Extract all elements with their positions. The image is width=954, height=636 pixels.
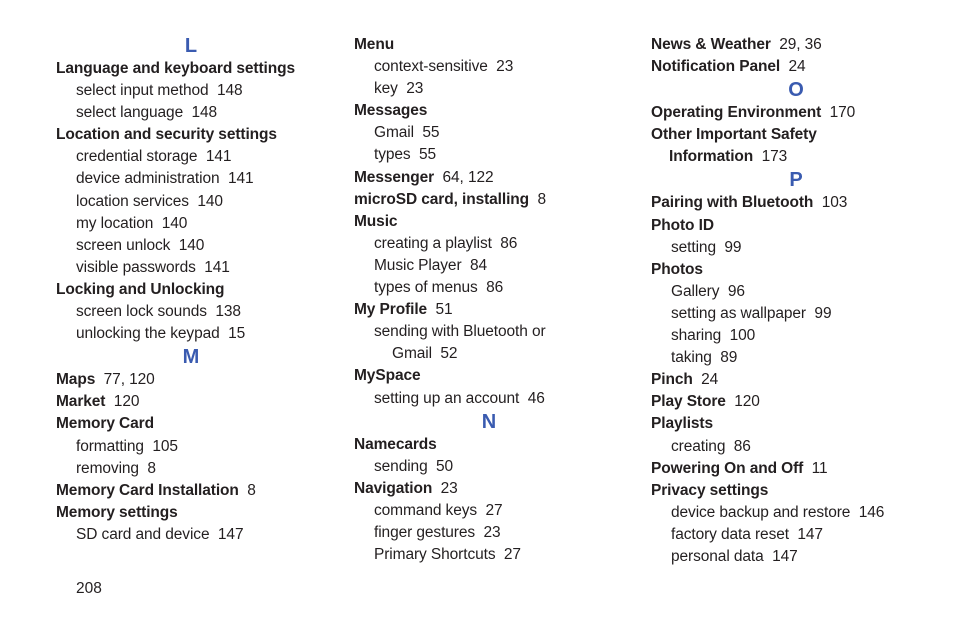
index-subentry [56,80,326,102]
index-term: Primary Shortcuts [374,546,496,564]
index-term: Photo ID [651,216,714,234]
index-subentry [651,237,941,259]
index-term: Music Player [374,256,462,274]
index-subentry [354,122,624,144]
index-entry [651,124,941,146]
index-term: Market [56,393,106,411]
index-term: Play Store [651,393,726,411]
index-entry [651,56,941,78]
index-subentry [651,502,941,524]
index-term: Memory Card Installation [56,481,239,499]
index-term: factory data reset [671,525,789,543]
index-term: screen lock sounds [76,303,207,321]
index-term: My Profile [354,301,428,319]
index-entry [56,58,326,80]
index-page-refs: 55 [418,146,437,164]
index-page-refs: 120 [734,393,760,411]
index-term: Location and security settings [56,126,277,144]
index-entry [651,413,941,435]
index-subentry [354,388,624,410]
index-page-refs: 23 [496,58,514,76]
index-subentry [354,78,624,100]
index-term: finger gestures [374,523,476,541]
index-page-refs: 103 [821,194,848,212]
index-entry [651,146,941,168]
index-page-refs: 27 [485,501,503,519]
index-term: Memory settings [56,503,178,521]
index-page-refs: 8 [147,459,156,477]
index-entry [651,102,941,124]
index-entry [651,480,941,502]
index-page-refs: 27 [503,546,521,564]
index-term: Messages [354,102,428,120]
index-page-refs: 86 [733,437,751,455]
index-letter-heading: M [182,346,200,369]
index-term: creating [671,437,726,455]
index-column-1 [56,34,326,546]
index-subentry [651,325,941,347]
index-term: visible passwords [76,258,196,276]
index-term: Locking and Unlocking [56,280,225,298]
index-term: Operating Environment [651,104,822,122]
index-letter-heading: N [481,410,497,433]
index-term: Namecards [354,435,437,453]
index-term: my location [76,214,154,232]
index-term: SD card and device [76,525,210,543]
index-entry [651,215,941,237]
index-term: command keys [374,501,478,519]
index-subentry [651,347,941,369]
index-page-refs: 140 [197,192,223,210]
index-entry [56,391,326,413]
index-subentry [56,301,326,323]
index-subentry [56,458,326,480]
index-page-refs: 51 [435,301,453,319]
index-page-refs: 140 [161,214,188,232]
index-page-refs: 89 [720,349,738,367]
index-page-refs: 148 [191,104,218,122]
index-page-refs: 146 [858,503,885,521]
index-page-refs: 23 [406,80,424,98]
index-subentry [651,436,941,458]
index-page-refs: 141 [205,148,232,166]
index-page-refs: 173 [761,148,788,166]
index-term: screen unlock [76,236,171,254]
index-term: taking [671,349,712,367]
index-term: Information [669,148,754,166]
index-subentry [354,544,624,566]
index-page-refs: 99 [814,304,832,322]
index-entry [56,480,326,502]
index-term: Navigation [354,479,433,497]
index-column-3 [651,34,941,568]
index-term: types [374,146,411,164]
index-page-refs: 24 [701,371,719,389]
index-term: Memory Card [56,415,154,433]
index-page-refs: 140 [178,236,205,254]
index-letter-heading: L [184,35,198,57]
index-entry [651,391,941,413]
index-page-refs: 52 [440,345,458,363]
index-term: Powering On and Off [651,459,804,477]
index-page-refs: 24 [788,58,806,76]
index-entry [354,211,624,233]
index-subentry [651,281,941,303]
index-page-refs: 8 [537,190,546,208]
index-page-refs: 23 [440,479,458,497]
index-term: Gallery [671,282,720,300]
index-subentry [354,321,624,343]
index-subentry [354,144,624,166]
index-entry [354,34,624,56]
index-subentry [56,323,326,345]
index-term: device backup and restore [671,503,851,521]
index-term: Maps [56,371,96,389]
index-page-refs: 148 [216,82,243,100]
index-page-refs: 96 [727,282,745,300]
index-page-refs: 141 [227,170,254,188]
index-page-refs: 64, 122 [442,168,494,186]
index-letter-heading: P [789,169,803,192]
index-subentry [56,213,326,235]
index-entry [56,413,326,435]
index-subentry [56,436,326,458]
index-entry [354,434,624,456]
index-page-refs: 77, 120 [103,371,155,389]
index-term: Gmail [392,345,432,363]
index-term: creating a playlist [374,234,492,252]
index-page-refs: 11 [811,459,828,477]
index-term: Menu [354,36,395,53]
index-term: Pairing with Bluetooth [651,194,814,212]
index-subentry [56,257,326,279]
index-term: Music [354,212,398,230]
index-subentry [56,146,326,168]
page-number: 208 [76,580,102,597]
index-term: select language [76,104,184,122]
index-term: credential storage [76,148,198,166]
index-entry [354,299,624,321]
index-page-refs: 100 [729,327,756,345]
index-entry [56,279,326,301]
index-term: Pinch [651,371,693,389]
index-page-refs: 138 [215,303,241,321]
index-term: device administration [76,170,220,188]
index-term: Photos [651,260,703,278]
index-term: Messenger [354,168,435,186]
index-subentry [651,524,941,546]
index-entry [354,100,624,122]
index-subentry [56,102,326,124]
index-column-2 [354,34,624,566]
index-term: setting as wallpaper [671,304,806,322]
index-subentry [354,233,624,255]
index-page-refs: 23 [483,523,501,541]
index-page-refs: 46 [527,389,545,407]
index-term: Playlists [651,415,714,433]
index-page-refs: 84 [469,256,487,274]
index-page-refs: 15 [228,325,246,343]
index-term: removing [76,459,139,477]
index-page-refs: 120 [113,393,140,411]
index-subentry [354,343,624,365]
index-entry [651,34,941,56]
index-term: personal data [671,547,764,565]
index-term: setting [671,238,716,256]
index-page-refs: 147 [797,525,823,543]
index-term: Other Important Safety [651,126,817,144]
index-subentry [354,500,624,522]
index-term: microSD card, installing [354,190,530,208]
index-entry [354,365,624,387]
index-entry [56,124,326,146]
index-page-refs: 170 [829,104,856,122]
index-page-refs: 99 [724,238,742,256]
index-page-refs: 86 [500,234,518,252]
index-page-refs: 55 [422,124,440,142]
index-term: Notification Panel [651,58,781,76]
index-entry [56,369,326,391]
index-page-refs: 8 [247,481,256,499]
index-entry [56,502,326,524]
index-page-refs: 105 [152,437,178,455]
index-subentry [56,168,326,190]
index-subentry [56,524,326,546]
index-entry [651,259,941,281]
index-page-refs: 29, 36 [779,36,822,53]
index-term: select input method [76,82,209,100]
index-term: types of menus [374,279,478,297]
index-subentry [354,522,624,544]
index-subentry [56,191,326,213]
index-page-refs: 147 [772,547,798,565]
index-entry [354,167,624,189]
index-term: location services [76,192,189,210]
index-subentry [354,255,624,277]
index-term: setting up an account [374,389,520,407]
index-term: Privacy settings [651,481,769,499]
index-entry [354,189,624,211]
index-subentry [651,546,941,568]
index-term: unlocking the keypad [76,325,220,343]
index-subentry [354,456,624,478]
index-subentry [56,235,326,257]
index-page-refs: 147 [217,525,244,543]
index-term: sharing [671,327,722,345]
index-term: key [374,80,398,98]
index-subentry [354,56,624,78]
index-entry [651,369,941,391]
index-page-refs: 141 [204,258,230,276]
index-entry [651,458,941,480]
index-term: News & Weather [651,36,771,53]
index-page-refs: 50 [436,457,454,475]
index-term: MySpace [354,367,421,385]
index-entry [354,478,624,500]
index-page-refs: 86 [486,279,504,297]
index-entry [651,192,941,214]
index-term: sending with Bluetooth or [374,323,546,341]
index-term: Gmail [374,124,414,142]
index-term: context-sensitive [374,58,488,76]
index-term: formatting [76,437,144,455]
index-term: sending [374,457,428,475]
index-term: Language and keyboard settings [56,60,296,77]
index-letter-heading: O [788,79,804,102]
index-subentry [651,303,941,325]
index-subentry [354,277,624,299]
